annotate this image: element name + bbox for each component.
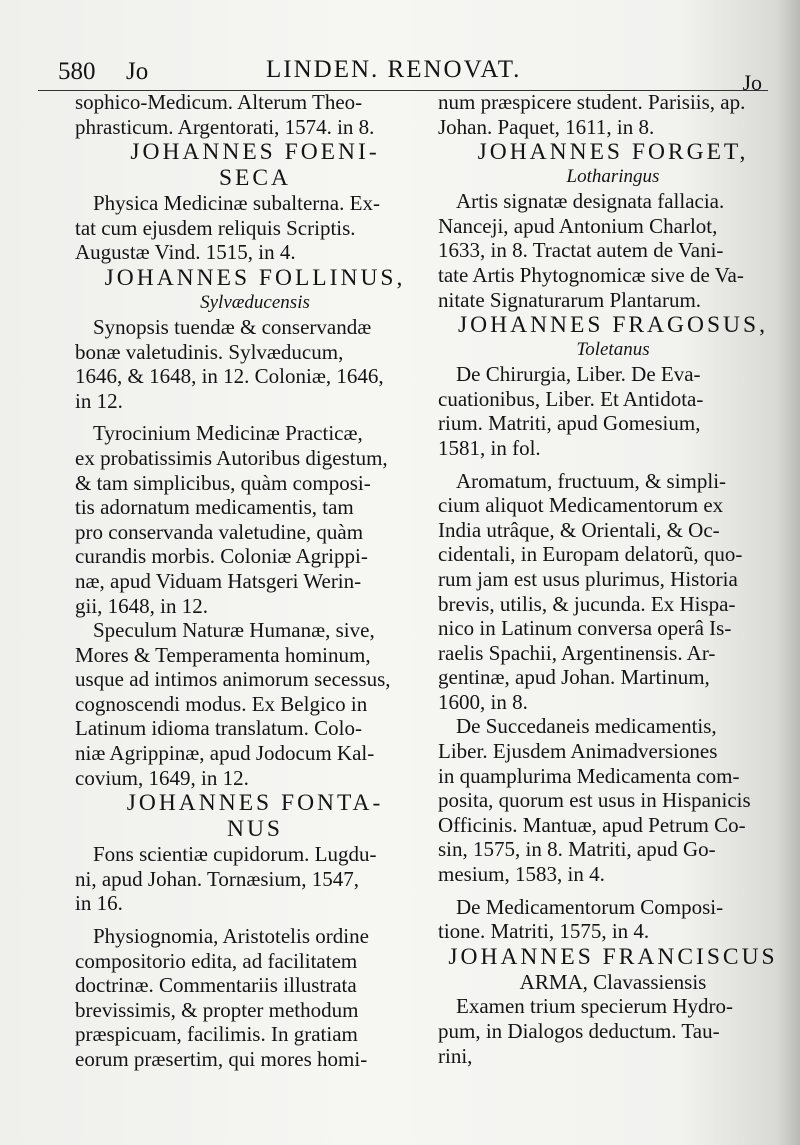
text-line: tat cum ejusdem reliquis Scriptis. xyxy=(75,215,356,240)
text-line: usque ad intimos animorum secessus, xyxy=(75,667,391,692)
text-line: Examen trium specierum Hydro- xyxy=(456,994,733,1019)
page-number: 580 xyxy=(58,58,96,85)
text-line: Aromatum, fructuum, & simpli- xyxy=(456,468,727,493)
text-line: ARMA, Clavassiensis xyxy=(519,969,707,994)
text-line: & tam simplicibus, quàm composi- xyxy=(75,470,371,495)
entry-heading: JOHANNES FRANCISCUS xyxy=(448,943,778,970)
text-line: compositorio edita, ad facilitatem xyxy=(75,948,358,973)
paragraph-gap xyxy=(438,461,788,469)
entry-heading: JOHANNES FRAGOSUS, xyxy=(458,312,768,339)
text-line: sin, 1575, in 8. Matriti, apud Go- xyxy=(438,837,716,862)
text-line: De Succedaneis medicamentis, xyxy=(456,714,717,739)
text-line: præspicuam, facilimis. In gratiam xyxy=(75,1022,358,1047)
entry-heading: NUS xyxy=(226,816,283,843)
text-line: in quamplurima Medicamenta com- xyxy=(438,763,740,788)
text-line: Fons scientiæ cupidorum. Lugdu- xyxy=(93,842,377,867)
text-line: in 16. xyxy=(75,891,123,916)
text-line: Physiognomia, Aristotelis ordine xyxy=(93,924,369,949)
text-line: 1600, in 8. xyxy=(438,689,528,714)
text-line: Nanceji, apud Antonium Charlot, xyxy=(438,213,718,238)
text-line: gentinæ, apud Johan. Martinum, xyxy=(438,665,710,690)
text-line: bonæ valetudinis. Sylvæducum, xyxy=(75,339,344,364)
text-line: posita, quorum est usus in Hispanicis xyxy=(438,788,751,813)
text-line: Artis signatæ designata fallacia. xyxy=(456,189,725,214)
text-line: cognoscendi modus. Ex Belgico in xyxy=(75,691,368,716)
text-line: De Medicamentorum Composi- xyxy=(456,894,724,919)
text-line: Synopsis tuendæ & conservandæ xyxy=(93,314,372,339)
text-line: Officinis. Mantuæ, apud Petrum Co- xyxy=(438,812,746,837)
text-line: nitate Signaturarum Plantarum. xyxy=(438,287,702,312)
text-line: nico in Latinum conversa operâ Is- xyxy=(438,616,732,641)
header-left-abbrev: Jo xyxy=(126,58,149,85)
entry-origin: Toletanus xyxy=(576,339,650,361)
text-line: India utrâque, & Orientali, & Oc- xyxy=(438,517,720,542)
text-line: 1633, in 8. Tractat autem de Vani- xyxy=(438,238,724,263)
paragraph-gap xyxy=(438,887,788,895)
text-line: næ, apud Viduam Hatsgeri Werin- xyxy=(75,568,362,593)
text-line: rum jam est usus plurimus, Historia xyxy=(438,566,738,591)
text-line: cuationibus, Liber. Et Antidota- xyxy=(438,386,704,411)
text-line: Mores & Temperamenta hominum, xyxy=(75,642,371,667)
text-line: Liber. Ejusdem Animadversiones xyxy=(438,739,718,764)
text-line: Speculum Naturæ Humanæ, sive, xyxy=(93,618,375,643)
text-line: cium aliquot Medicamentorum ex xyxy=(438,493,724,518)
text-line: pum, in Dialogos deductum. Tau- xyxy=(438,1019,720,1043)
header-right-abbrev: Jo xyxy=(742,70,762,95)
right-column xyxy=(438,90,788,1068)
text-line: Johan. Paquet, 1611, in 8. xyxy=(438,114,655,139)
text-line: num præspicere student. Parisiis, ap. xyxy=(438,90,746,114)
text-line: Tyrocinium Medicinæ Practicæ, xyxy=(93,421,363,446)
text-line: Latinum idioma translatum. Colo- xyxy=(75,716,362,741)
text-line: De Chirurgia, Liber. De Eva- xyxy=(456,362,701,387)
text-line: pro conservanda valetudine, quàm xyxy=(75,519,364,544)
paragraph-gap xyxy=(75,916,435,924)
text-line: ex probatissimis Autoribus digestum, xyxy=(75,445,388,470)
entry-heading: JOHANNES FONTA- xyxy=(126,790,384,817)
text-line: raelis Spachii, Argentinensis. Ar- xyxy=(438,640,716,665)
text-line: ni, apud Johan. Tornæsium, 1547, xyxy=(75,866,359,891)
entry-heading: SECA xyxy=(218,165,292,192)
text-line: brevissimis, & propter methodum xyxy=(75,997,359,1022)
entry-heading: JOHANNES FOLLINUS, xyxy=(104,264,406,291)
text-line: tis adornatum medicamentis, tam xyxy=(75,495,354,520)
text-line: curandis morbis. Coloniæ Agrippi- xyxy=(75,544,368,569)
text-line: 1581, in fol. xyxy=(438,435,541,460)
text-line: 1646, & 1648, in 12. Coloniæ, 1646, xyxy=(75,364,384,389)
text-line: tate Artis Phytognomicæ sive de Va- xyxy=(438,262,744,287)
text-line: in 12. xyxy=(75,388,123,413)
text-line: Physica Medicinæ subalterna. Ex- xyxy=(93,191,380,216)
text-line: Augustæ Vind. 1515, in 4. xyxy=(75,240,296,265)
left-column xyxy=(75,90,435,1072)
text-line: brevis, utilis, & jucunda. Ex Hispa- xyxy=(438,591,736,616)
text-line: rini, xyxy=(438,1043,473,1068)
entry-heading: JOHANNES FOENI- xyxy=(130,139,380,166)
text-line: niæ Agrippinæ, apud Jodocum Kal- xyxy=(75,741,375,766)
entry-origin: Sylvæducensis xyxy=(200,291,310,313)
text-line: gii, 1648, in 12. xyxy=(75,593,209,618)
text-line: eorum præsertim, qui mores homi- xyxy=(75,1047,368,1071)
text-line: tione. Matriti, 1575, in 4. xyxy=(438,919,650,944)
running-title: LINDEN. RENOVAT. xyxy=(266,56,522,83)
text-line: sophico-Medicum. Alterum Theo- xyxy=(75,90,363,114)
running-header xyxy=(38,56,768,95)
text-line: covium, 1649, in 12. xyxy=(75,765,249,790)
text-line: cidentali, in Europam delatorũ, quo- xyxy=(438,542,743,567)
paragraph-gap xyxy=(75,413,435,421)
entry-heading: JOHANNES FORGET, xyxy=(477,139,749,166)
text-line: doctrinæ. Commentariis illustrata xyxy=(75,973,357,998)
entry-origin: Lotharingus xyxy=(566,166,660,188)
text-line: rium. Matriti, apud Gomesium, xyxy=(438,411,701,436)
text-line: phrasticum. Argentorati, 1574. in 8. xyxy=(75,114,375,139)
text-line: mesium, 1583, in 4. xyxy=(438,862,605,887)
